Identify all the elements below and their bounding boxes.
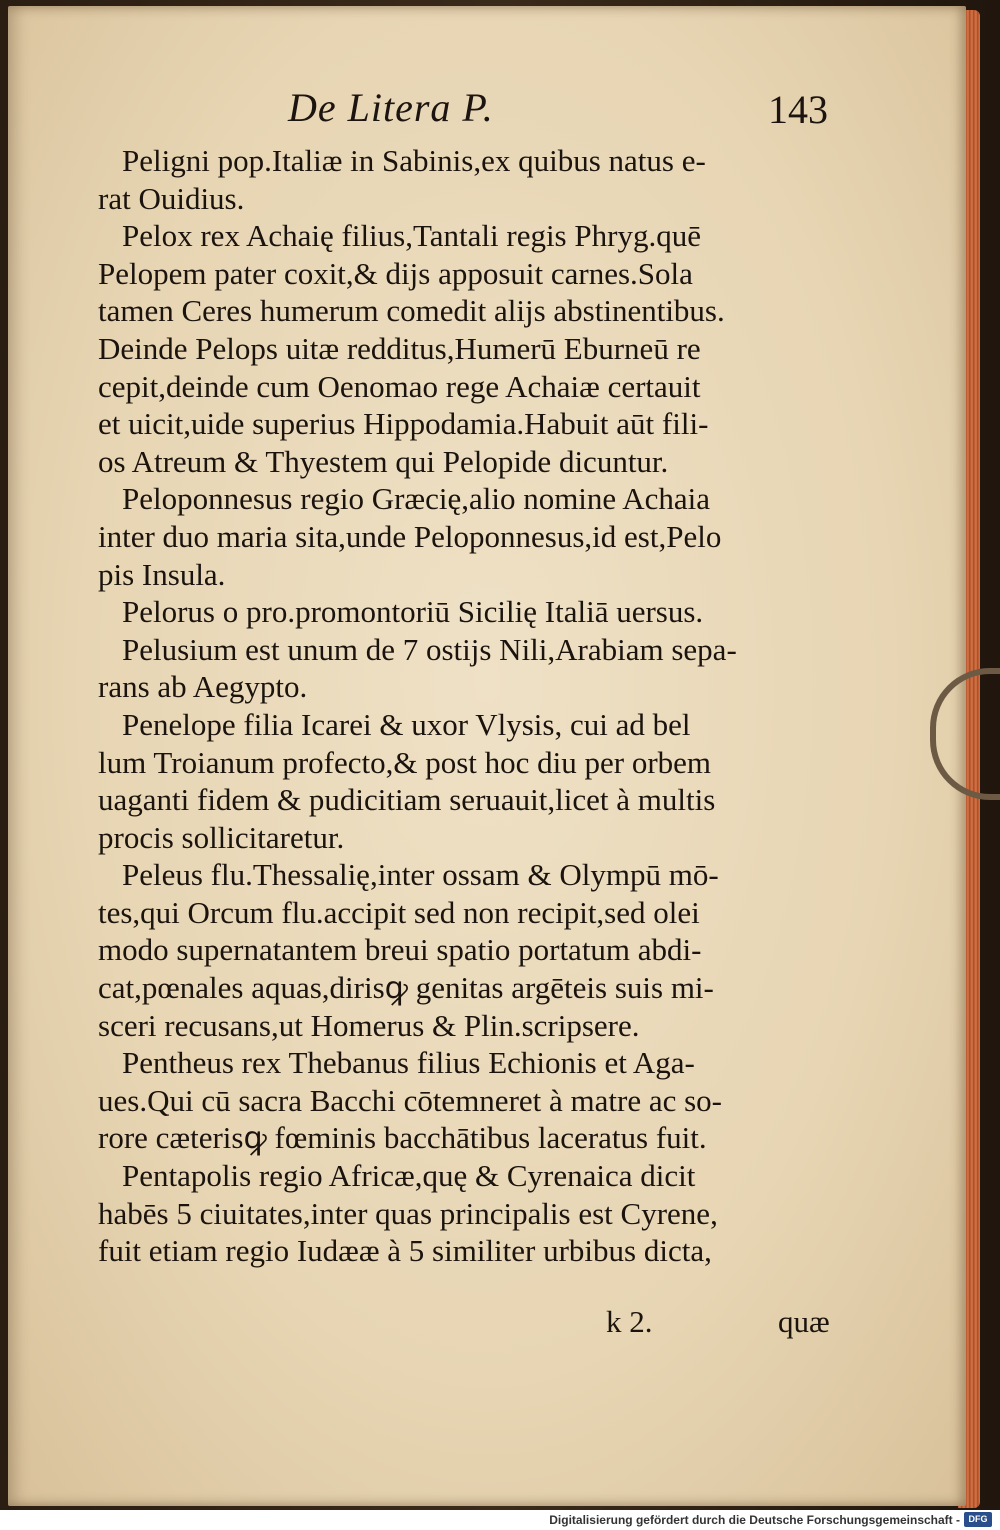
text-line: os Atreum & Thyestem qui Pelopide dicuntur. bbox=[98, 443, 669, 479]
text-line: pis Insula. bbox=[98, 556, 226, 592]
text-line: tamen Ceres humerum comedit alijs abstinentibus. bbox=[98, 293, 725, 329]
page-number: 143 bbox=[768, 87, 828, 132]
text-line: Deinde Pelops uitæ redditus,Humerū Eburneū re bbox=[98, 330, 701, 366]
text-line: Pelusium est unum de 7 ostijs Nili,Arabiam sepa- bbox=[122, 631, 737, 667]
text-line: rat Ouidius. bbox=[98, 180, 245, 216]
signature-mark: k 2. bbox=[606, 1304, 653, 1339]
text-line: Peleus flu.Thessalię,inter ossam & Olympū mō- bbox=[122, 857, 719, 893]
text-line: et uicit,uide superius Hippodamia.Habuit aūt fili- bbox=[98, 406, 709, 442]
text-line: fuit etiam regio Iudææ à 5 similiter urbibus dicta, bbox=[98, 1233, 712, 1269]
page-header bbox=[8, 84, 966, 144]
text-line: modo supernatantem breui spatio portatum abdi- bbox=[98, 932, 702, 968]
text-line: uaganti fidem & pudicitiam seruauit,licet à multis bbox=[98, 782, 716, 818]
text-line: cepit,deinde cum Oenomao rege Achaiæ certauit bbox=[98, 368, 701, 404]
text-line: Pelox rex Achaię filius,Tantali regis Phryg.quē bbox=[122, 218, 701, 254]
text-line: Pentapolis regio Africæ,quę & Cyrenaica dicit bbox=[122, 1158, 696, 1194]
text-line: Peligni pop.Italiæ in Sabinis,ex quibus natus e- bbox=[122, 143, 706, 178]
text-line: lum Troianum profecto,& post hoc diu per orbem bbox=[98, 744, 712, 780]
text-line: Pelopem pater coxit,& dijs apposuit carnes.Sola bbox=[98, 255, 693, 291]
text-line: Penelope filia Icarei & uxor Vlysis, cui ad bel bbox=[122, 706, 691, 742]
dfg-logo-icon: DFG bbox=[964, 1512, 992, 1527]
text-line: cat,pœnales aquas,dirisꝙ genitas argēteis suis mi- bbox=[98, 970, 714, 1006]
text-block bbox=[98, 142, 858, 1270]
text-line: procis sollicitaretur. bbox=[98, 819, 345, 855]
text-line: ues.Qui cū sacra Bacchi cōtemneret à matre ac so- bbox=[98, 1082, 722, 1118]
text-line: rore cæterisꝙ fœminis bacchātibus laceratus fuit. bbox=[98, 1120, 707, 1156]
catchword-row bbox=[8, 1304, 966, 1344]
running-head: De Litera P. bbox=[288, 85, 494, 130]
text-line: Pentheus rex Thebanus filius Echionis et Aga- bbox=[122, 1045, 695, 1081]
footer-bar bbox=[0, 1510, 1000, 1530]
text-line: habēs 5 ciuitates,inter quas principalis est Cyrene, bbox=[98, 1195, 718, 1231]
text-line: Pelorus o pro.promontoriū Sicilię Italiā uersus. bbox=[122, 594, 704, 630]
text-line: tes,qui Orcum flu.accipit sed non recipit,sed olei bbox=[98, 894, 700, 930]
funding-credit: Digitalisierung gefördert durch die Deutsche Forschungsgemeinschaft - bbox=[549, 1513, 960, 1527]
text-line: sceri recusans,ut Homerus & Plin.scripsere. bbox=[98, 1007, 640, 1043]
book-page bbox=[8, 6, 966, 1506]
text-line: Peloponnesus regio Græcię,alio nomine Achaia bbox=[122, 481, 711, 517]
text-line: rans ab Aegypto. bbox=[98, 669, 308, 705]
text-line: inter duo maria sita,unde Peloponnesus,id est,Pelo bbox=[98, 518, 722, 554]
catchword: quæ bbox=[778, 1304, 830, 1339]
